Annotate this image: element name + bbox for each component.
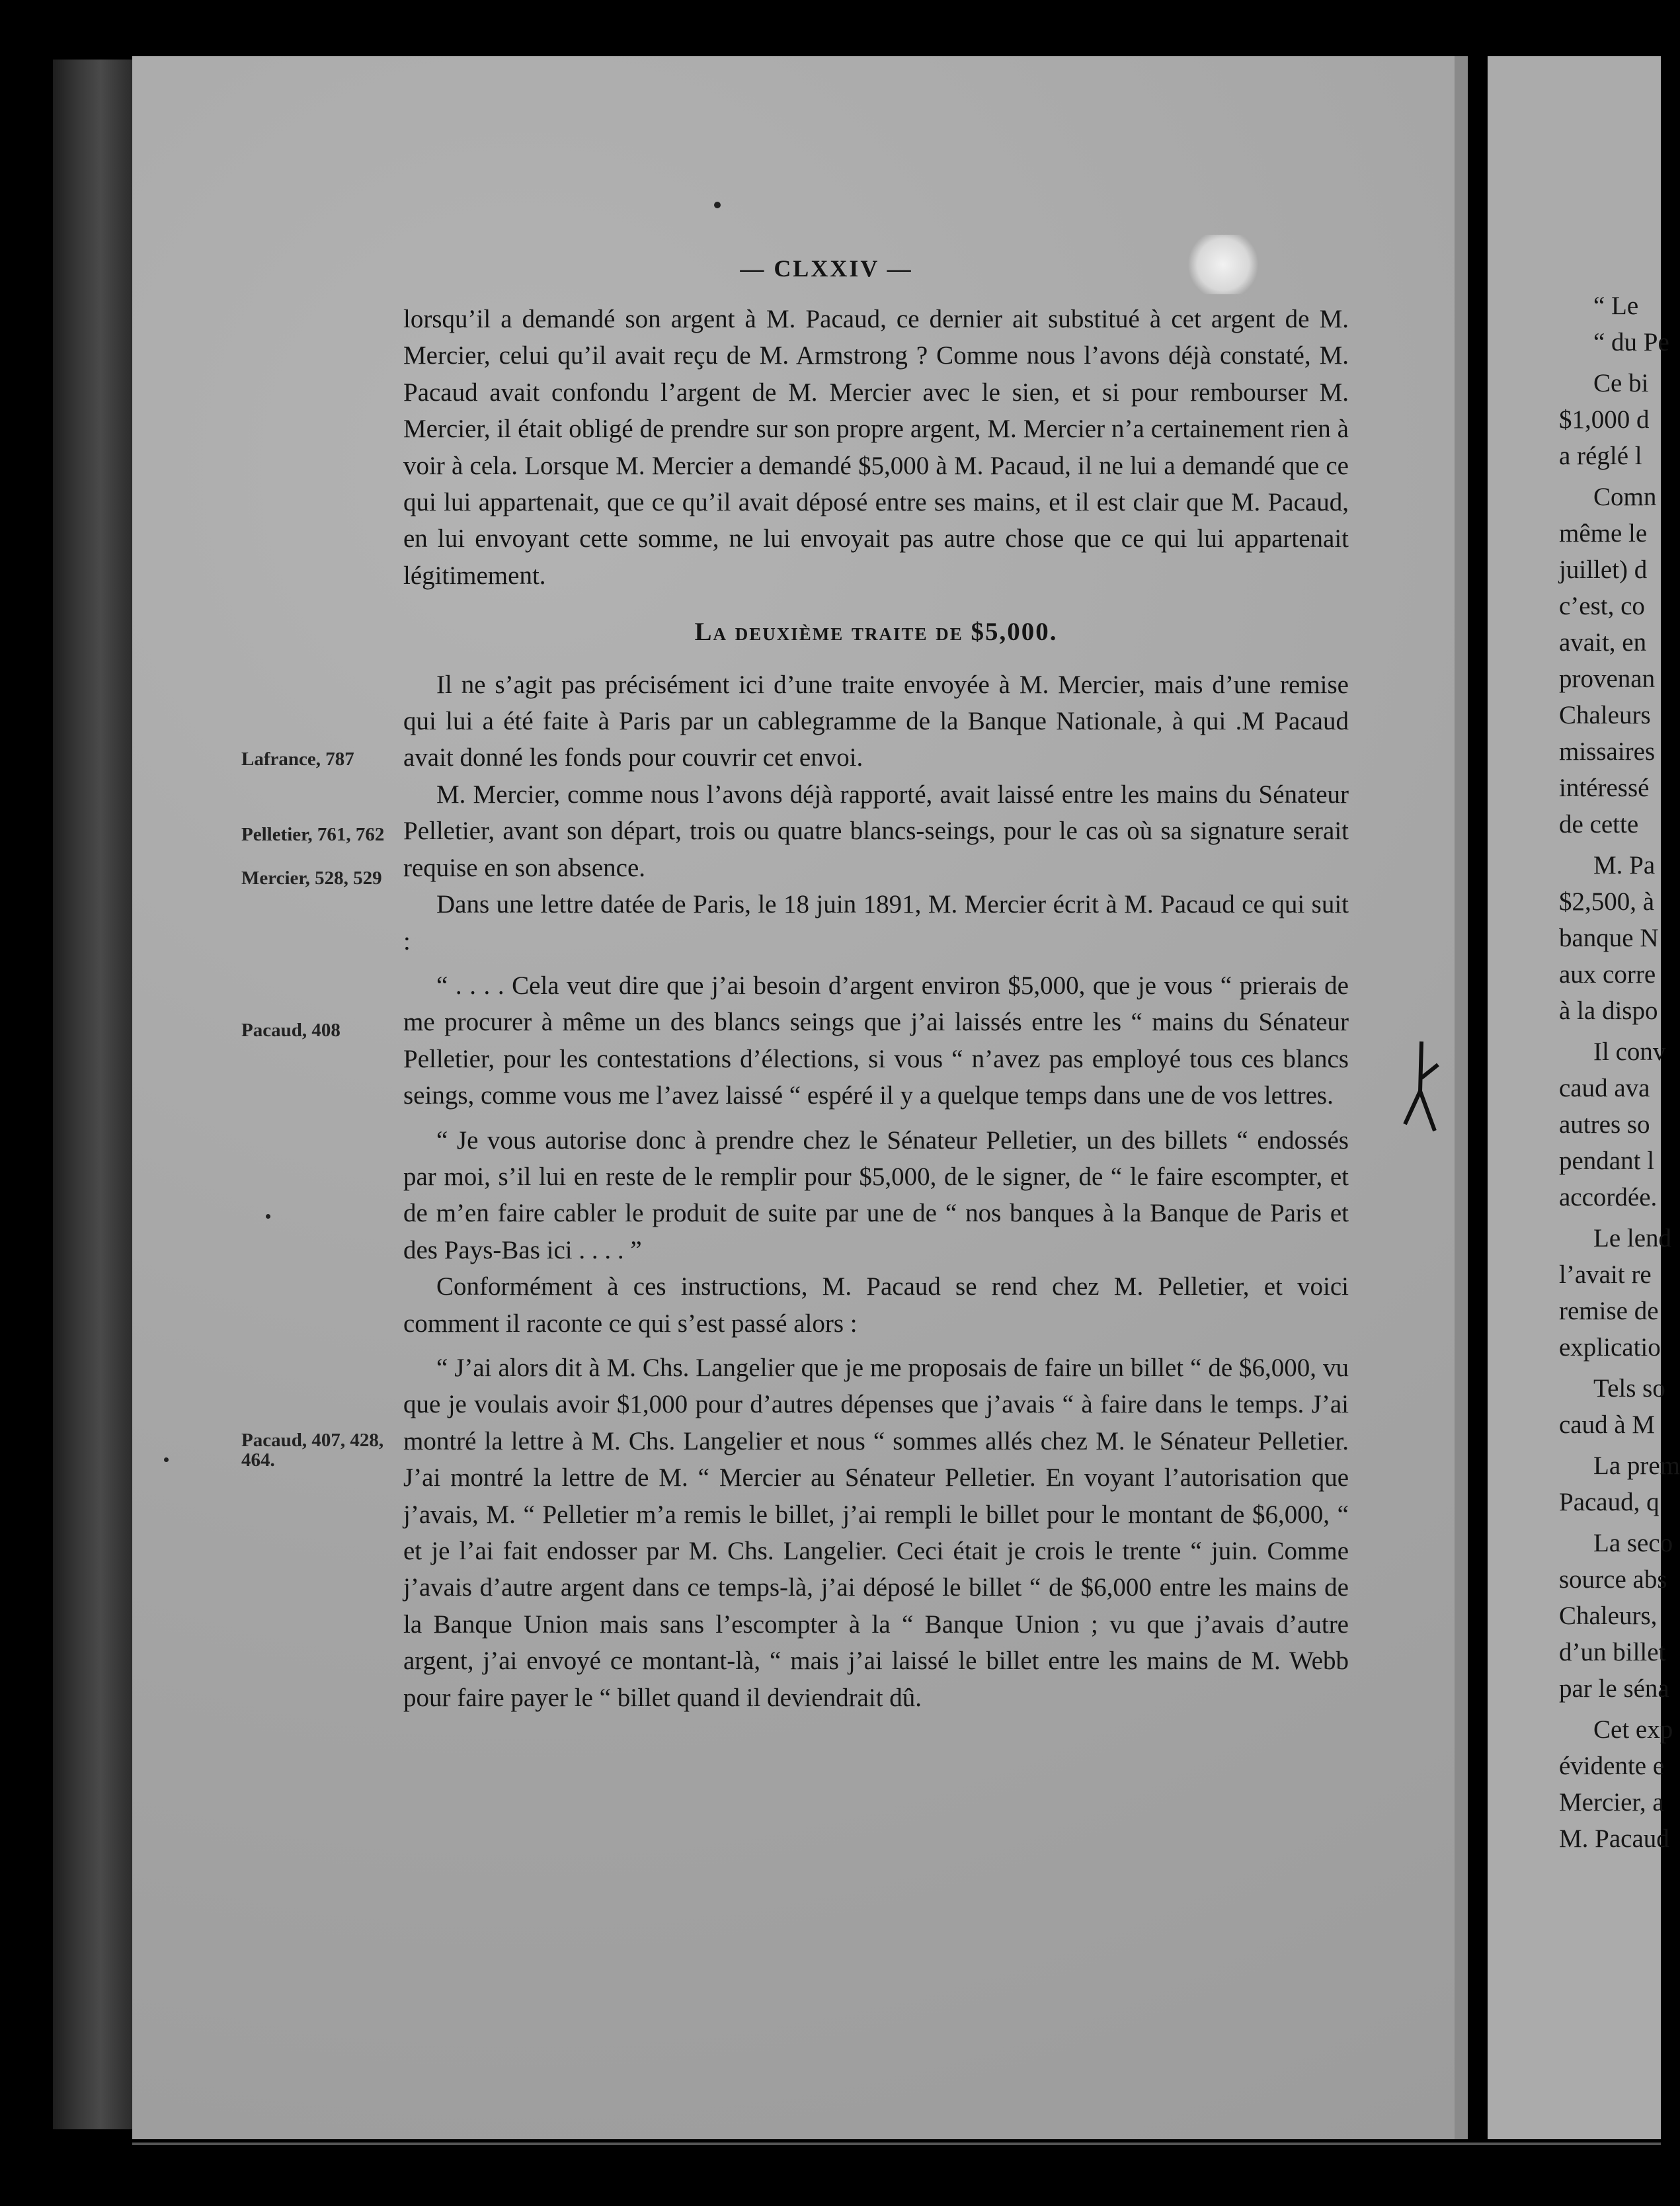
right-page-line: “ Le [1593, 292, 1639, 320]
right-page-line: Le lend [1593, 1224, 1672, 1252]
scan-edge-line [132, 2143, 1661, 2145]
right-page-line: pendant l [1559, 1147, 1655, 1175]
book-spine [53, 60, 132, 2129]
quoted-paragraph: “ Je vous autorise donc à prendre chez le Sénateur Pelletier, un des billets “ endossés par moi, s’il lui en reste de le remplir pour $5,000, de le signer, de “ le faire escompter, et de m’en faire cabler le produit de suite par une de “ nos banques à la Banque de Paris et des Pays-Bas ici . . . . ” [403, 1125, 1349, 1264]
right-page-line: de cette [1559, 810, 1639, 838]
right-page-line: “ du Pe [1593, 328, 1669, 356]
right-page-line: Chaleurs [1559, 701, 1651, 729]
page-header: — CLXXIV — [740, 255, 913, 282]
right-page-line: M. Pa [1593, 851, 1656, 879]
paper-blot [1187, 235, 1260, 294]
right-page-line: Cet exp [1593, 1715, 1673, 1744]
right-page-line: Pacaud, q [1559, 1488, 1660, 1516]
main-text [403, 301, 1349, 1716]
right-page-line: Chaleurs, [1559, 1602, 1658, 1630]
right-page-line: source abs [1559, 1565, 1667, 1594]
margin-note: Pacaud, 407, 428, 464. [241, 1430, 384, 1471]
right-page-line: intéressé [1559, 774, 1650, 802]
margin-note: Pacaud, 408 [241, 1020, 340, 1041]
right-page-line: même le [1559, 519, 1648, 548]
right-page-line: provenan [1559, 665, 1656, 693]
paragraph: Conformément à ces instructions, M. Pacaud se rend chez M. Pelletier, et voici comment il raconte ce qui s’est passé alors : [403, 1272, 1349, 1338]
right-page-line: évidente e [1559, 1752, 1665, 1780]
right-page-line: M. Pacaud [1559, 1824, 1669, 1853]
right-page-line: Mercier, a [1559, 1788, 1664, 1817]
ink-dot [164, 1457, 169, 1462]
paragraph: Dans une lettre datée de Paris, le 18 juin 1891, M. Mercier écrit à M. Pacaud ce qui suit : [403, 890, 1349, 956]
right-page-line: missaires [1559, 737, 1656, 766]
right-page-line: Il conv [1593, 1038, 1666, 1066]
right-page-line: explicatio [1559, 1333, 1661, 1362]
quoted-paragraph: “ . . . . Cela veut dire que j’ai besoin d’argent environ $5,000, que je vous “ prierais de me procurer à même un des blancs seings que j’ai laissés entre les “ mains du Sénateur Pelletier, pour les contestations d’élections, si vous “ n’avez pas employé tous ces blancs seings, comme vous me l’avez laissé “ espéré il y a quelque temps dans une de vos lettres. [403, 971, 1349, 1110]
right-page-line: avait, en [1559, 628, 1647, 657]
right-page-line: $1,000 d [1559, 405, 1650, 434]
right-page-line: autres so [1559, 1110, 1650, 1139]
right-page-line: à la dispo [1559, 997, 1658, 1025]
right-page-line: Ce bi [1593, 369, 1649, 397]
right-page-line: La seco [1593, 1529, 1673, 1557]
margin-note: Pelletier, 761, 762 [241, 824, 385, 845]
right-page-line: aux corre [1559, 960, 1656, 989]
right-page-line: par le séna [1559, 1674, 1669, 1703]
right-page-line: a réglé l [1559, 442, 1642, 470]
right-page-line: accordée. [1559, 1183, 1658, 1211]
right-page-line: Tels so [1593, 1374, 1665, 1403]
pencil-mark [1402, 1038, 1441, 1137]
right-page-line: l’avait re [1559, 1260, 1652, 1289]
right-page-line: caud à M [1559, 1410, 1656, 1439]
right-page-line: juillet) d [1559, 555, 1648, 584]
right-page-line: d’un billet [1559, 1638, 1666, 1666]
margin-note: Lafrance, 787 [241, 749, 354, 770]
paragraph: Il ne s’agit pas précisément ici d’une traite envoyée à M. Mercier, mais d’une remise qui lui a été faite à Paris par un cablegramme de la Banque Nationale, à qui .M Pacaud avait donné les fonds pour couvrir cet envoi. [403, 670, 1349, 772]
margin-note: Mercier, 528, 529 [241, 868, 382, 889]
ink-dot [266, 1214, 270, 1219]
paragraph: lorsqu’il a demandé son argent à M. Pacaud, ce dernier ait substitué à cet argent de M. Mercier, celui qu’il avait reçu de M. Armstrong ? Comme nous l’avons déjà constaté, M. Pacaud avait confondu l’argent de M. Mercier avec le sien, et si pour rembourser M. Mercier, il était obligé de prendre sur son propre argent, M. Mercier n’a certainement rien à voir à cela. Lorsque M. Mercier a demandé $5,000 à M. Pacaud, il ne lui a demandé que ce qui lui appartenait, que ce qu’il avait déposé entre ses mains, et il est clair que M. Pacaud, en lui envoyant cette somme, ne lui envoyait pas autre chose que ce qui lui appartenait légitimement. [403, 305, 1349, 590]
section-heading: La deuxième traite de $5,000. [694, 618, 1058, 647]
right-page-line: Comn [1593, 483, 1657, 511]
right-page-line: c’est, co [1559, 592, 1645, 620]
right-page-line: La prem [1593, 1451, 1680, 1480]
page-gap [1468, 56, 1488, 2139]
right-page-line: remise de [1559, 1297, 1659, 1325]
quoted-paragraph: “ J’ai alors dit à M. Chs. Langelier que je me proposais de faire un billet “ de $6,000, vu que je voulais avoir $1,000 pour d’autres dépenses que j’avais “ à faire dans le temps. J’ai montré la lettre à M. Chs. Langelier et nous “ sommes allés chez M. le Sénateur Pelletier. J’ai montré la lettre de M. “ Mercier au Sénateur Pelletier. En voyant l’autorisation que j’avais, M. “ Pelletier m’a remis le billet, j’ai rempli le billet pour le montant de $6,000, “ et je l’ai fait endosser par M. Chs. Langelier. Ceci était je crois le trente “ juin. Comme j’avais d’autre argent dans ce temps-là, j’ai déposé le billet “ de $6,000 entre les mains de la Banque Union mais sans l’escompter à la “ Banque Union ; vu que j’avais d’autre argent, j’ai envoyé ce montant-là, “ mais j’ai laissé le billet entre les mains de M. Webb pour faire payer le “ billet quand il deviendrait dû. [403, 1353, 1349, 1712]
page-gutter [1455, 56, 1468, 2139]
right-page-line: $2,500, à [1559, 887, 1655, 916]
right-page-line: caud ava [1559, 1074, 1650, 1102]
right-page-line: banque N [1559, 924, 1659, 952]
ink-dot [714, 202, 721, 208]
paragraph: M. Mercier, comme nous l’avons déjà rapporté, avait laissé entre les mains du Sénateur Pelletier, avant son départ, trois ou quatre blancs-seings, pour le cas où sa signature serait requise en son absence. [403, 780, 1349, 882]
